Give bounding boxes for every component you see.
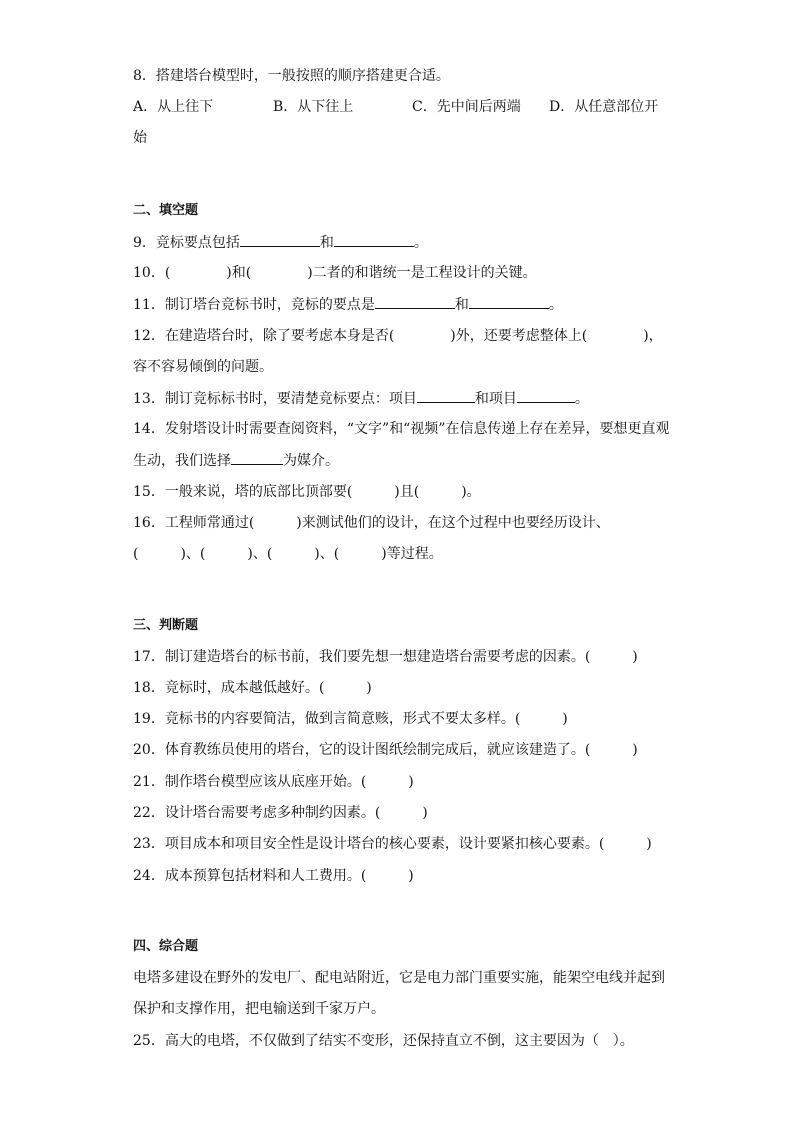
question-9-text-c: 。 (413, 235, 428, 251)
answer-blank[interactable] (375, 294, 455, 309)
question-21: 21．制作塔台模型应该从底座开始。( ) (133, 774, 414, 790)
question-16-line2: ( )、( )、( )、( )等过程。 (133, 546, 443, 562)
question-14-text-b: 为媒介。 (283, 453, 339, 469)
question-14-line2 (133, 450, 339, 471)
question-22: 22．设计塔台需要考虑多种制约因素。( ) (133, 805, 428, 821)
option-b: B．从下往上 (273, 99, 354, 115)
question-16-line1: 16．工程师常通过( )来测试他们的设计，在这个过程中也要经历设计、 (133, 515, 610, 531)
section-judge-heading: 三、判断题 (133, 618, 199, 633)
question-24: 24．成本预算包括材料和人工费用。( ) (133, 868, 414, 884)
question-13 (133, 388, 589, 409)
question-17: 17．制订建造塔台的标书前，我们要先想一想建造塔台需要考虑的因素。( ) (133, 649, 638, 665)
question-19: 19．竞标书的内容要简洁，做到言简意赅，形式不要太多样。( ) (133, 711, 568, 727)
question-8-stem: 8．搭建塔台模型时，一般按照的顺序搭建更合适。 (133, 68, 450, 84)
question-20: 20．体育教练员使用的塔台，它的设计图纸绘制完成后，就应该建造了。( ) (133, 742, 638, 758)
answer-blank[interactable] (240, 232, 320, 247)
question-13-text-c: 。 (574, 391, 589, 407)
question-10: 10．( )和( )二者的和谐统一是工程设计的关键。 (133, 265, 537, 281)
question-15: 15．一般来说，塔的底部比顶部要( )且( )。 (133, 484, 481, 500)
question-8-wrap: 始 (133, 130, 147, 146)
answer-blank[interactable] (417, 388, 475, 403)
answer-blank[interactable] (469, 294, 549, 309)
question-13-text-a: 13．制订竞标标书时，要清楚竞标要点：项目 (133, 391, 417, 407)
answer-blank[interactable] (231, 450, 283, 465)
question-18: 18．竞标时，成本越低越好。( ) (133, 680, 372, 696)
question-13-text-b: 和项目 (474, 391, 517, 407)
question-25: 25．高大的电塔，不仅做到了结实不变形，还保持直立不倒，这主要因为（ ）。 (133, 1033, 634, 1049)
question-11-text-c: 。 (548, 297, 563, 313)
question-9-text-b: 和 (319, 235, 334, 251)
answer-blank[interactable] (334, 232, 414, 247)
section-comprehensive-heading: 四、综合题 (133, 939, 199, 954)
question-14-line1: 14．发射塔设计时需要查阅资料，“文字”和“视频”在信息传递上存在差异，要想更直观 (133, 421, 670, 437)
option-a: A．从上往下 (133, 99, 214, 115)
section-fill-heading: 二、填空题 (133, 203, 199, 218)
comprehensive-intro-line2: 保护和支撑作用，把电输送到千家万户。 (133, 1001, 385, 1017)
answer-blank[interactable] (517, 388, 575, 403)
question-9 (133, 232, 428, 253)
question-11-text-a: 11．制订塔台竞标书时，竞标的要点是 (133, 297, 375, 313)
question-23: 23．项目成本和项目安全性是设计塔台的核心要素，设计要紧扣核心要素。( ) (133, 836, 652, 852)
comprehensive-intro-line1: 电塔多建设在野外的发电厂、配电站附近，它是电力部门重要实施，能架空电线并起到 (133, 970, 665, 986)
option-d: D．从任意部位开 (549, 99, 659, 115)
question-11 (133, 294, 563, 315)
question-12-line1: 12．在建造塔台时，除了要考虑本身是否( )外，还要考虑整体上( )， (133, 328, 663, 344)
question-12-line2: 容不容易倾倒的问题。 (133, 359, 273, 375)
option-c: C．先中间后两端 (412, 99, 521, 115)
question-11-text-b: 和 (454, 297, 469, 313)
question-14-text-a: 生动，我们选择 (133, 453, 231, 469)
question-9-text-a: 9．竞标要点包括 (133, 235, 240, 251)
question-8-options (133, 97, 658, 117)
